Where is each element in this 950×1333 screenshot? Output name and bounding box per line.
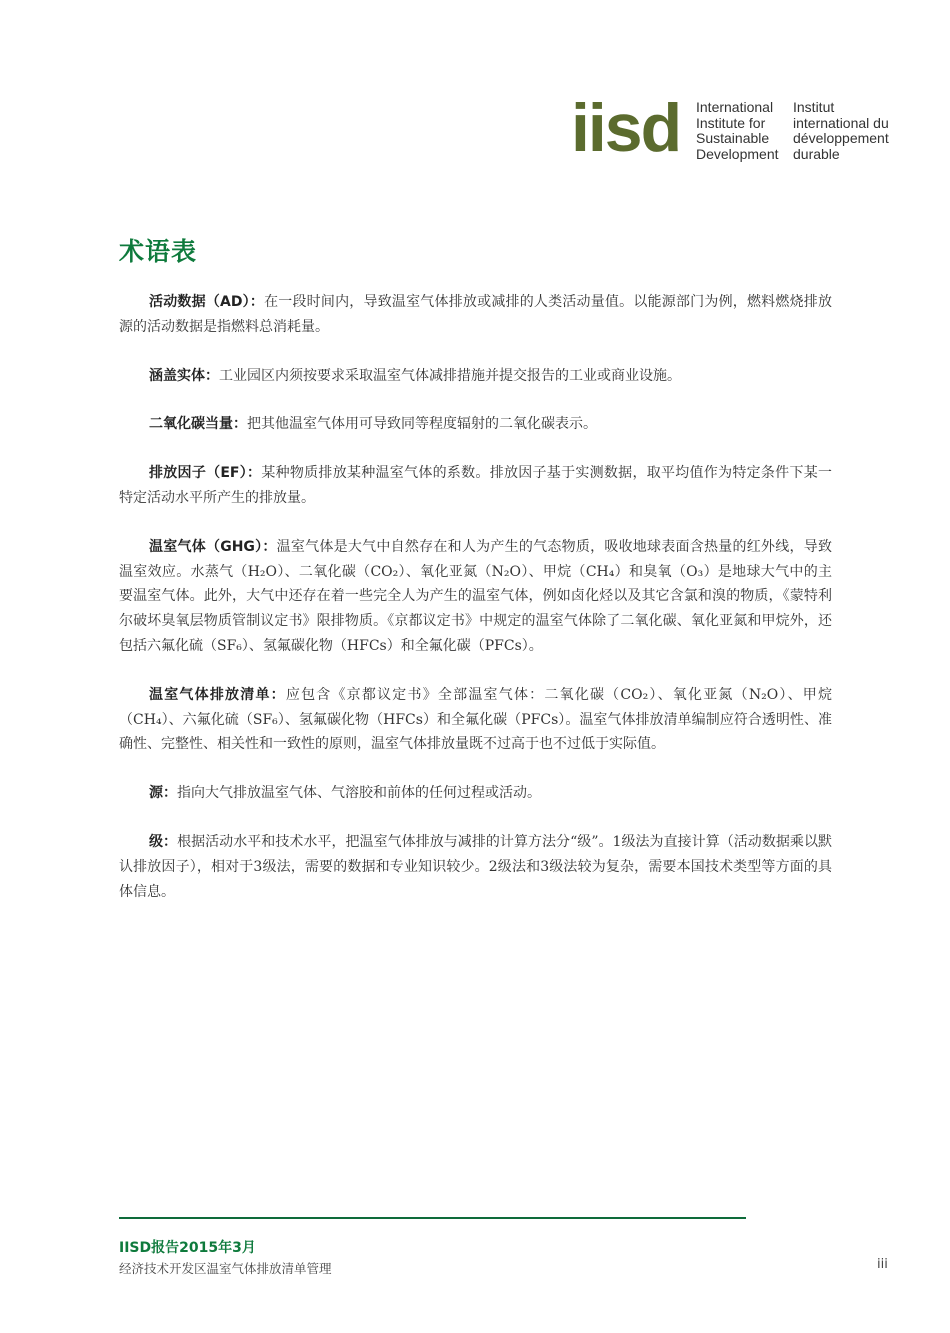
logo-english-line: International [696, 99, 774, 115]
glossary-term: 温室气体排放清单： [149, 686, 286, 703]
glossary-definition: 某种物质排放某种温室气体的系数。排放因子基于实测数据，取平均值作为特定条件下某一特定活动水平所产生的排放量。 [119, 465, 832, 506]
logo-mark: iisd [571, 90, 681, 166]
page-number: iii [877, 1257, 888, 1272]
glossary-entry [119, 412, 832, 437]
glossary-list [119, 290, 832, 928]
glossary-term: 二氧化碳当量： [149, 416, 247, 433]
logo-english-line: Development [696, 145, 779, 162]
glossary-definition: 根据活动水平和技术水平，把温室气体排放与减排的计算方法分“级”。1级法为直接计算（活动数据乘以默认排放因子），相对于3级法，需要的数据和专业知识较少。2级法和3级法较为复杂，需要本国技术类型等方面的具体信息。 [119, 833, 832, 900]
logo-english-line: Institute for [696, 114, 766, 131]
glossary-entry [119, 781, 832, 806]
iisd-logo [571, 90, 901, 166]
glossary-definition: 把其他温室气体用可导致同等程度辐射的二氧化碳表示。 [247, 416, 597, 433]
glossary-term: 温室气体（GHG）： [149, 538, 277, 555]
logo-french-line: Institut [793, 99, 835, 115]
logo-french-line: durable [793, 145, 840, 162]
logo-french-name [793, 100, 889, 162]
glossary-entry [119, 535, 832, 659]
glossary-entry [119, 290, 832, 340]
glossary-definition: 指向大气排放温室气体、气溶胶和前体的任何过程或活动。 [177, 785, 541, 802]
logo-english-line: Sustainable [696, 130, 770, 146]
footer-report-title: IISD报告2015年3月 [119, 1240, 256, 1256]
footer-report-subtitle: 经济技术开发区温室气体排放清单管理 [119, 1261, 332, 1276]
glossary-term: 源： [149, 785, 177, 802]
logo-french-line: international du [793, 114, 889, 131]
glossary-definition: 温室气体是大气中自然存在和人为产生的气态物质，吸收地球表面含热量的红外线，导致温室效应。水蒸气（H₂O）、二氧化碳（CO₂）、氧化亚氮（N₂O）、甲烷（CH₄）和臭氧（O₃）是地球大气中的主要温室气体。此外，大气中还存在着一些完全人为产生的温室气体，例如卤化烃以及其它含氯和溴的物质，《蒙特利尔破坏臭氧层物质管制议定书》限排物质。《京都议定书》中规定的温室气体除了二氧化碳、氧化亚氮和甲烷外，还包括六氟化硫（SF₆）、氢氟碳化物（HFCs）和全氟化碳（PFCs）。 [119, 538, 833, 654]
glossary-entry [119, 461, 832, 511]
glossary-definition: 应包含《京都议定书》全部温室气体：二氧化碳（CO₂）、氧化亚氮（N₂O）、甲烷（CH₄）、六氟化硫（SF₆）、氢氟碳化物（HFCs）和全氟化碳（PFCs）。温室气体排放清单编制应符合透明性、准确性、完整性、相关性和一致性的原则，温室气体排放量既不过高于也不过低于实际值。 [119, 686, 833, 753]
logo-english-name [696, 100, 779, 162]
glossary-term: 活动数据（AD）： [149, 294, 265, 310]
glossary-definition: 在一段时间内，导致温室气体排放或减排的人类活动量值。以能源部门为例，燃料燃烧排放源的活动数据是指燃料总消耗量。 [119, 294, 832, 335]
glossary-definition: 工业园区内须按要求采取温室气体减排措施并提交报告的工业或商业设施。 [219, 367, 681, 384]
page-title: 术语表 [119, 237, 198, 266]
glossary-term: 级： [149, 833, 178, 850]
footer-divider [119, 1217, 746, 1219]
glossary-term: 排放因子（EF）： [149, 465, 262, 482]
glossary-term: 涵盖实体： [149, 367, 219, 384]
glossary-entry [119, 364, 832, 389]
logo-french-line: développement [793, 130, 889, 146]
glossary-entry [119, 830, 832, 904]
glossary-entry [119, 683, 832, 757]
